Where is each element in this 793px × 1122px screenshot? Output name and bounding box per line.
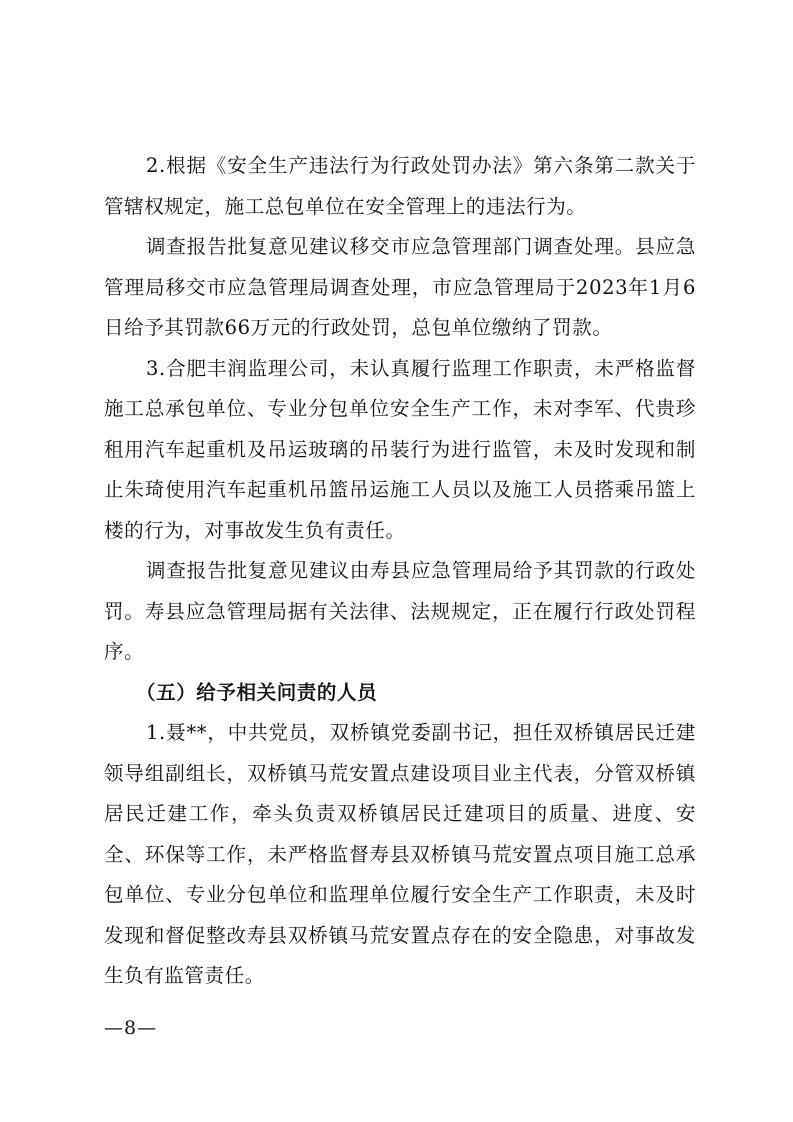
paragraph-city-penalty: 调查报告批复意见建议移交市应急管理部门调查处理。县应急管理局移交市应急管理局调查处理，市应急管理局于2023年1月6日给予其罚款66万元的行政处罚，总包单位缴纳了罚款。 <box>104 235 696 339</box>
paragraph-penalty-jurisdiction: 2.根据《安全生产违法行为行政处罚办法》第六条第二款关于管辖权规定，施工总包单位在安全管理上的违法行为。 <box>104 154 696 218</box>
paragraph-accountable-person: 1.聂**，中共党员，双桥镇党委副书记，担任双桥镇居民迁建领导组副组长，双桥镇马荒安置点建设项目业主代表，分管双桥镇居民迁建工作，牵头负责双桥镇居民迁建项目的质量、进度、安全、环保等工作，未严格监督寿县双桥镇马荒安置点项目施工总承包单位、专业分包单位和监理单位履行安全生产工作职责，未及时发现和督促整改寿县双桥镇马荒安置点存在的安全隐患，对事故发生负有监管责任。 <box>104 721 696 987</box>
section-heading-accountability: （五）给予相关问责的人员 <box>136 680 378 704</box>
page-number: —8— <box>104 1017 158 1039</box>
paragraph-supervision-company: 3.合肥丰润监理公司，未认真履行监理工作职责，未严格监督施工总承包单位、专业分包单位安全生产工作，未对李军、代贵珍租用汽车起重机及吊运玻璃的吊装行为进行监管，未及时发现和制止朱琦使用汽车起重机吊篮吊运施工人员以及施工人员搭乘吊篮上楼的行为，对事故发生负有责任。 <box>104 356 696 542</box>
paragraph-county-penalty: 调查报告批复意见建议由寿县应急管理局给予其罚款的行政处罚。寿县应急管理局据有关法律、法规规定，正在履行行政处罚程序。 <box>104 559 696 663</box>
document-body <box>104 146 696 997</box>
